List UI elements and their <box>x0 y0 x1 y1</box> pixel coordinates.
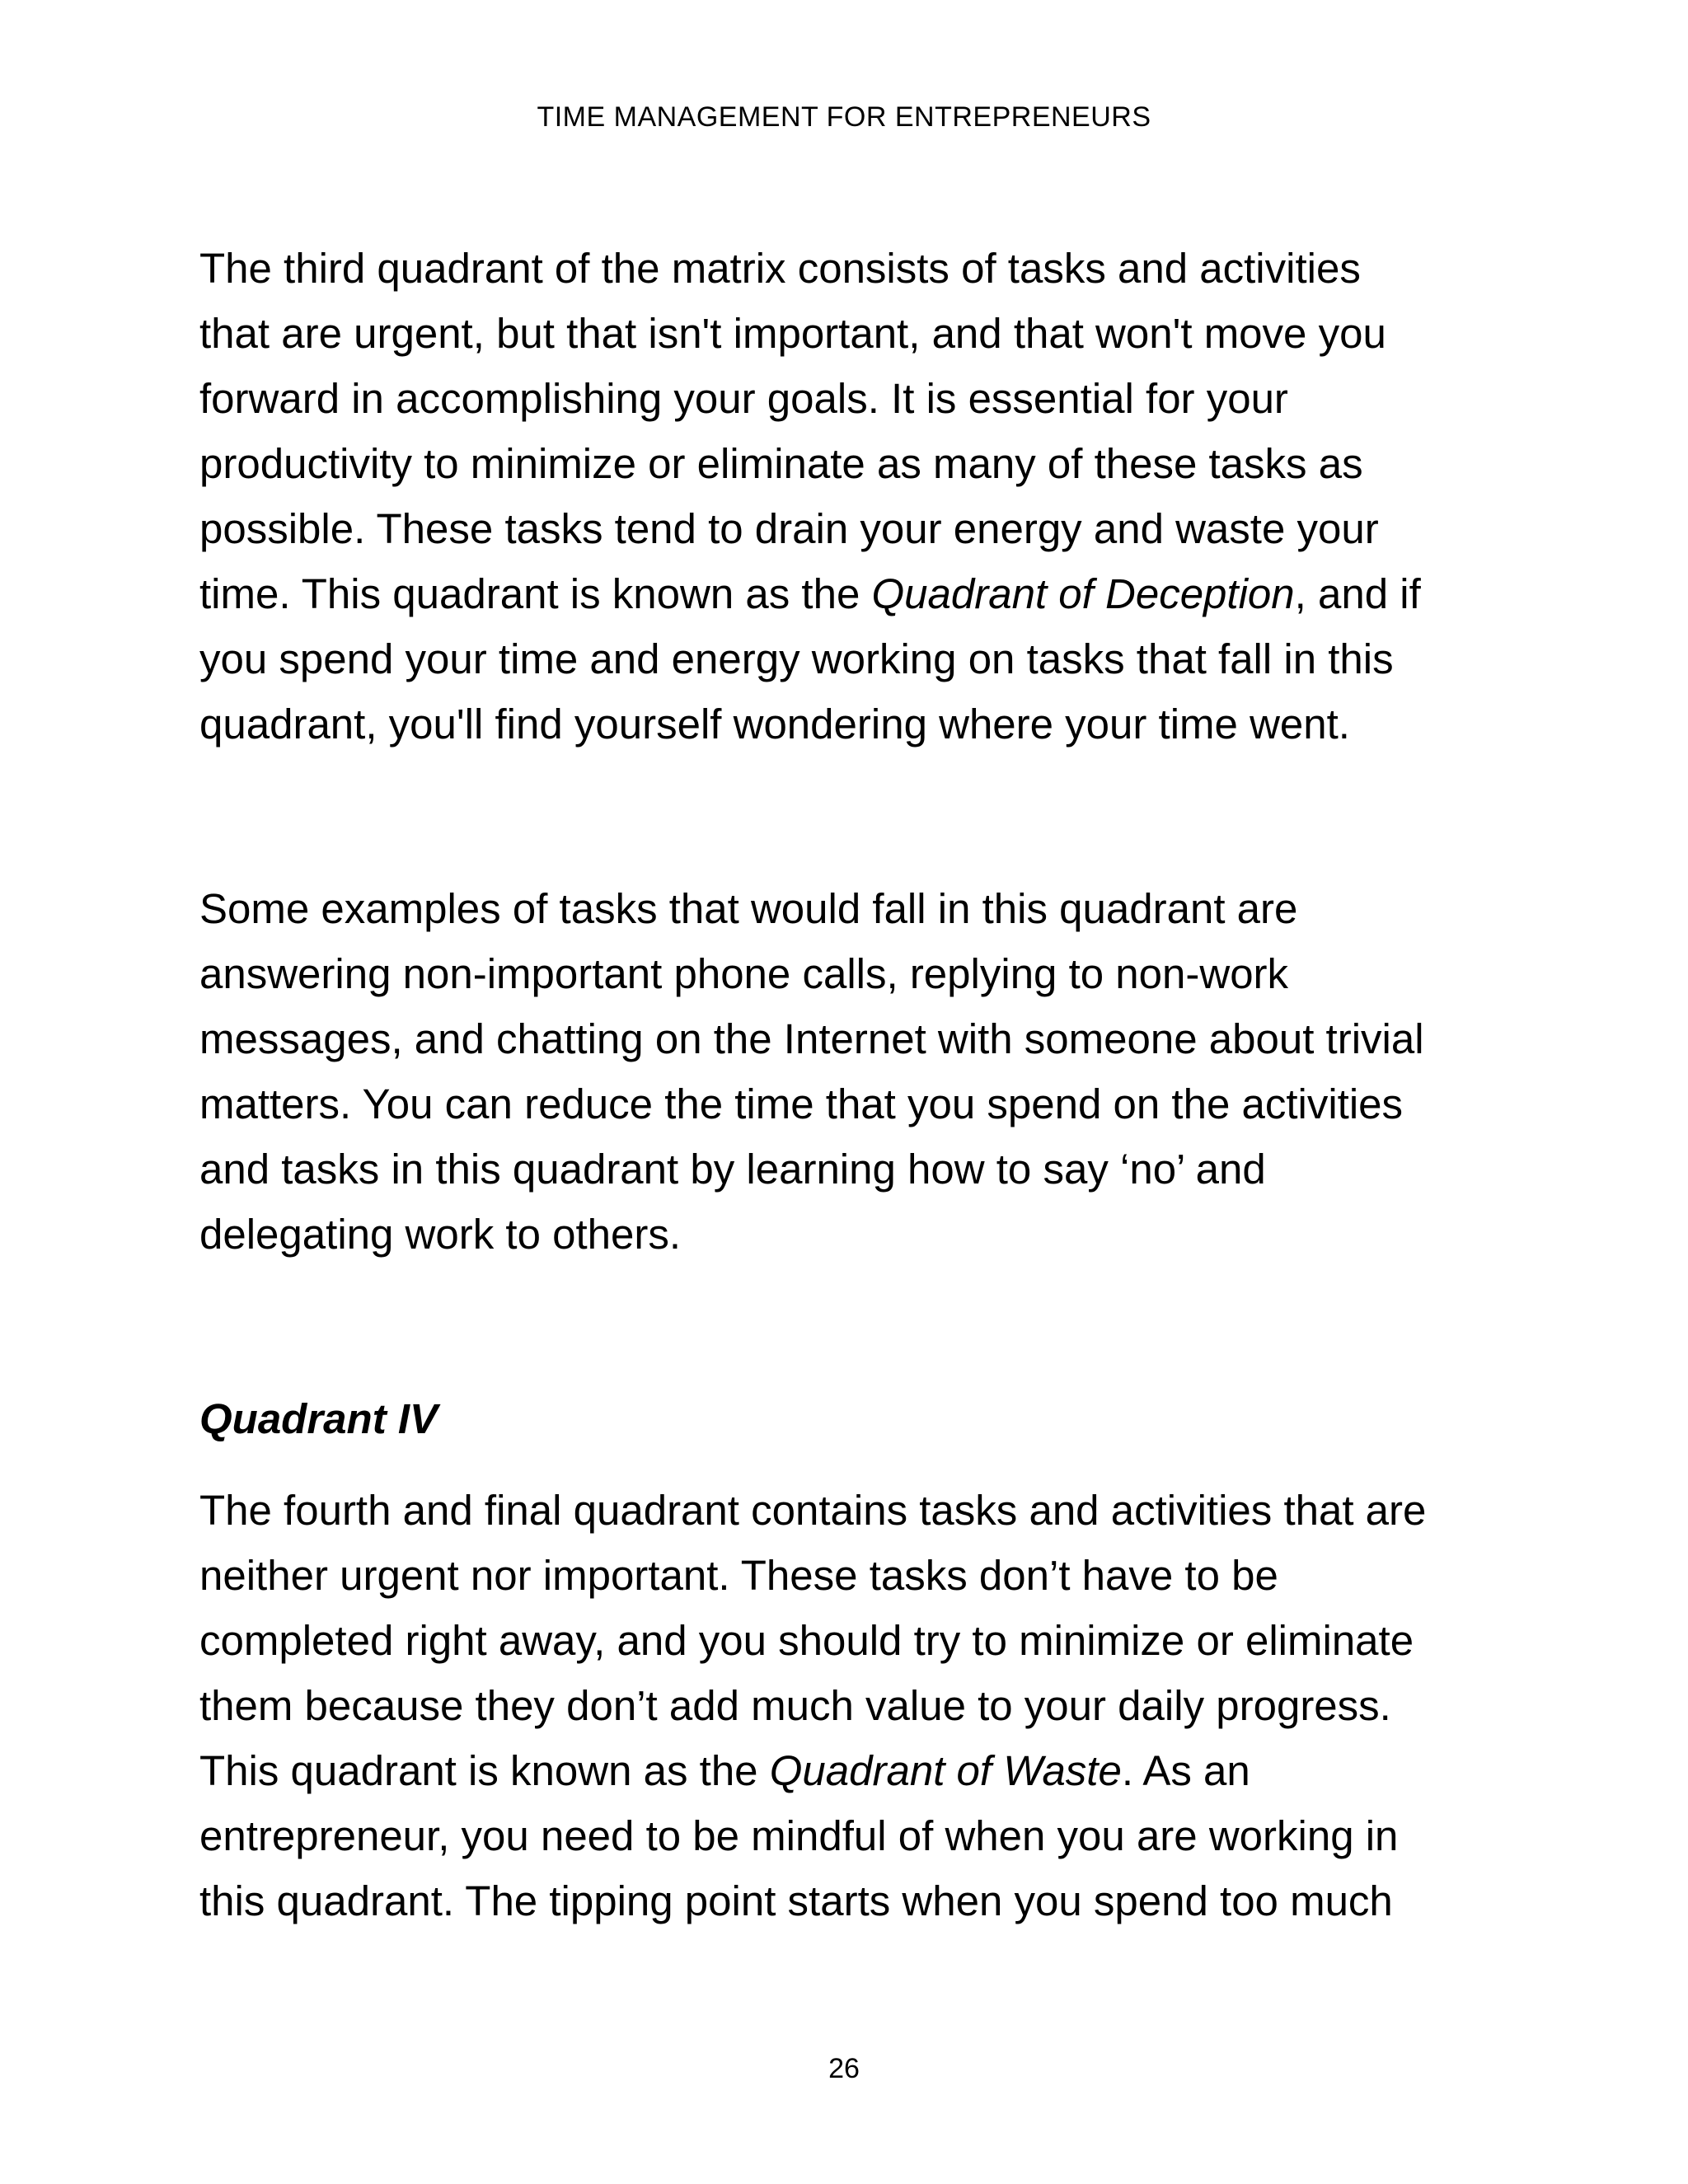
text-run: . As an <box>1121 1747 1250 1794</box>
text-line: neither urgent nor important. These tasks don’t have to be <box>199 1552 1278 1599</box>
text-line: quadrant, you'll find yourself wondering where your time went. <box>199 701 1350 748</box>
text-line: and tasks in this quadrant by learning how to say ‘no’ and <box>199 1146 1266 1193</box>
text-line: them because they don’t add much value to your daily progress. <box>199 1682 1391 1729</box>
text-line: The third quadrant of the matrix consists of tasks and activities <box>199 245 1361 292</box>
text-line: Some examples of tasks that would fall in this quadrant are <box>199 885 1298 932</box>
text-line <box>199 1738 1543 1803</box>
text-run: time. This quadrant is known as the <box>199 570 872 617</box>
text-line: this quadrant. The tipping point starts when you spend too much <box>199 1877 1393 1924</box>
section-heading: Quadrant IV <box>199 1395 438 1442</box>
text-line: you spend your time and energy working on tasks that fall in this <box>199 635 1394 682</box>
text-line: forward in accomplishing your goals. It is essential for your <box>199 375 1288 422</box>
emphasis-quadrant-of-waste: Quadrant of Waste <box>769 1747 1122 1794</box>
paragraph-examples <box>199 876 1543 1267</box>
text-line: completed right away, and you should try to minimize or eliminate <box>199 1617 1414 1664</box>
text-run: , and if <box>1294 570 1421 617</box>
running-header: TIME MANAGEMENT FOR ENTREPRENEURS <box>537 101 1151 133</box>
text-line: possible. These tasks tend to drain your energy and waste your <box>199 505 1379 552</box>
text-line: productivity to minimize or eliminate as many of these tasks as <box>199 440 1363 487</box>
text-line <box>199 561 1543 626</box>
text-run: This quadrant is known as the <box>199 1747 770 1794</box>
text-line: delegating work to others. <box>199 1211 682 1258</box>
text-line: answering non-important phone calls, replying to non-work <box>199 950 1289 997</box>
text-line: messages, and chatting on the Internet with someone about trivial <box>199 1015 1424 1062</box>
text-line: that are urgent, but that isn't important, and that won't move you <box>199 310 1386 357</box>
emphasis-quadrant-of-deception: Quadrant of Deception <box>871 570 1295 617</box>
text-line: entrepreneur, you need to be mindful of when you are working in <box>199 1812 1399 1859</box>
page-content <box>199 236 1543 1933</box>
text-line: matters. You can reduce the time that you spend on the activities <box>199 1080 1404 1127</box>
page-number: 26 <box>828 2053 860 2084</box>
paragraph-quadrant-four <box>199 1478 1543 1933</box>
paragraph-quadrant-three <box>199 236 1543 757</box>
text-line: The fourth and final quadrant contains tasks and activities that are <box>199 1487 1427 1534</box>
